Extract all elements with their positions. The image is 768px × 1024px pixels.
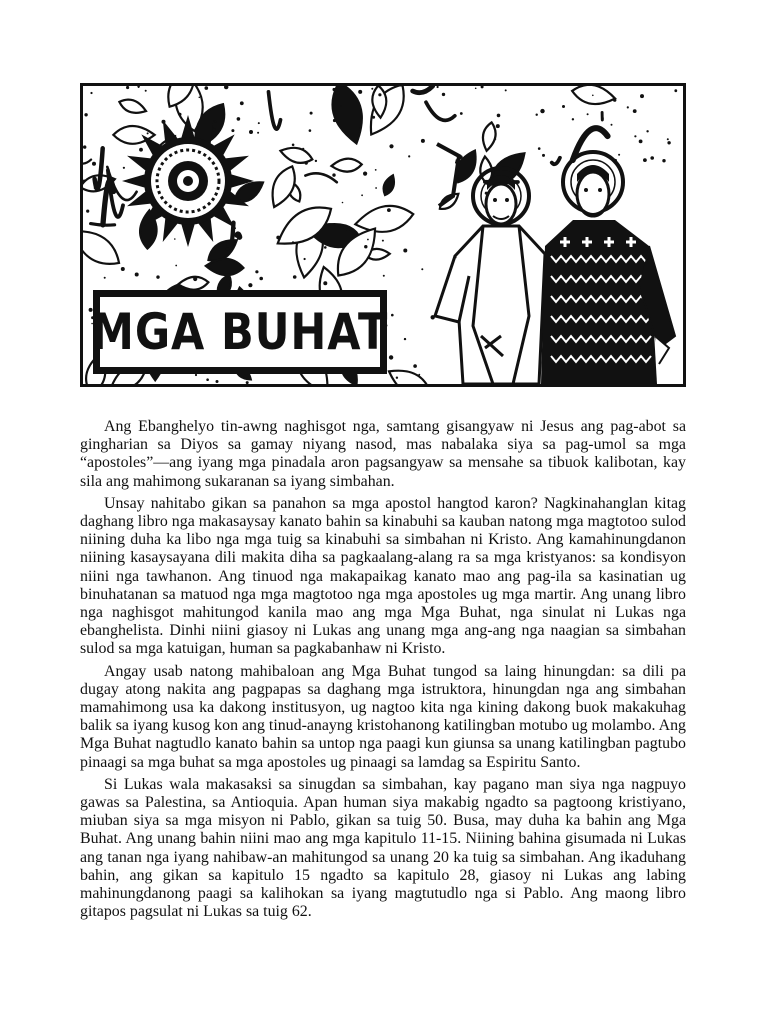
paragraph-2: Unsay nahitabo gikan sa panahon sa mga apostol hangtod karon? Nagkinahanglan kitag daghang libro nga makasaysay kanato bahin sa kinabuhi sa kauban natong mga magtotoo sulod niining duha ka libo nga mga tuig sa kinabuhi sa simbahan ni Kristo. Ang kamahinungdanon niining kasaysayana dili makita diha sa pagkaalang-alang ra sa mga kristyanos: sa kondisyon niini nga tawhanon. Ang tinuod nga makapaikag kanato mao ang pag-ila sa kasinatian ug binuhatanan sa matuod nga mga magtotoo nga mga apostoles ug mga martir. Ang unang libro nga naghisgot mahitungod kanila mao ang mga Mga Buhat, nga sinulat ni Lukas nga ebanghelista. Dinhi niini giasoy ni Lukas ang unang mga ang-ang nga naagian sa simbahan sulod sa mga katuigan, human sa pagkabanhaw ni Kristo. <box>80 494 686 658</box>
title-frame <box>91 295 389 369</box>
paragraph-4: Si Lukas wala makasaksi sa sinugdan sa simbahan, kay pagano man siya nga nagpuyo gawas sa Palestina, sa Antioquia. Apan human siya makabig ngadto sa pagtoong kristiyano, miuban siya sa mga misyon ni Pablo, gikan sa tuig 50. Busa, may duha ka bahin ang Mga Buhat. Ang unang bahin niini mao ang mga kapitulo 11-15. Niining bahina gisumada ni Lukas ang tanan nga iyang nahibaw-an mahitungod sa unang 20 ka tuig sa simbahan. Ang ikaduhang bahin, ang gikan sa kapitulo 15 ngadto sa kapitulo 28, giasoy ni Lukas ang labing mahinungdanong paagi sa kalihokan sa iyang magtutudlo nga si Pablo. Ang maong libro gitapos pagsulat ni Lukas sa tuig 62. <box>80 775 686 921</box>
title-panel <box>93 290 387 374</box>
sun-emblem-icon <box>122 115 254 247</box>
paragraph-1: Ang Ebanghelyo tin-awng naghisgot nga, samtang gisangyaw ni Jesus ang pag-abot sa gingharian sa Diyos sa gamay niyang nasod, mas nabalaka siya sa pag-umol sa mga “apostoles”—ang iyang mga pinadala aron pagsangyaw sa mensahe sa tibuok kalibotan, kay sila ang mahimong sukaranan sa iyang simbahan. <box>80 418 686 490</box>
article-body <box>80 418 686 925</box>
paragraph-3: Angay usab natong mahibaloan ang Mga Buhat tungod sa laing hinungdan: sa dili pa dugay atong nakita ang pagpapas sa daghang mga istruktora, hinungdan nga ang simbahan mamahimong usa ka dakong institusyon, ug nagtoo kita nga kining dakong buok makakuhag balik sa iyang kusog kon ang tinud-anayng kristohanong katilingban motubo ug molambo. Ang Mga Buhat nagtudlo kanato bahin sa untop nga paagi kun giunsa sa unang katilingban pagtubo pinaagi sa mga buhat sa mga apostoles ug pinaagi sa lamdag sa Espiritu Santo. <box>80 662 686 771</box>
page-title: MGA BUHAT <box>91 303 389 361</box>
